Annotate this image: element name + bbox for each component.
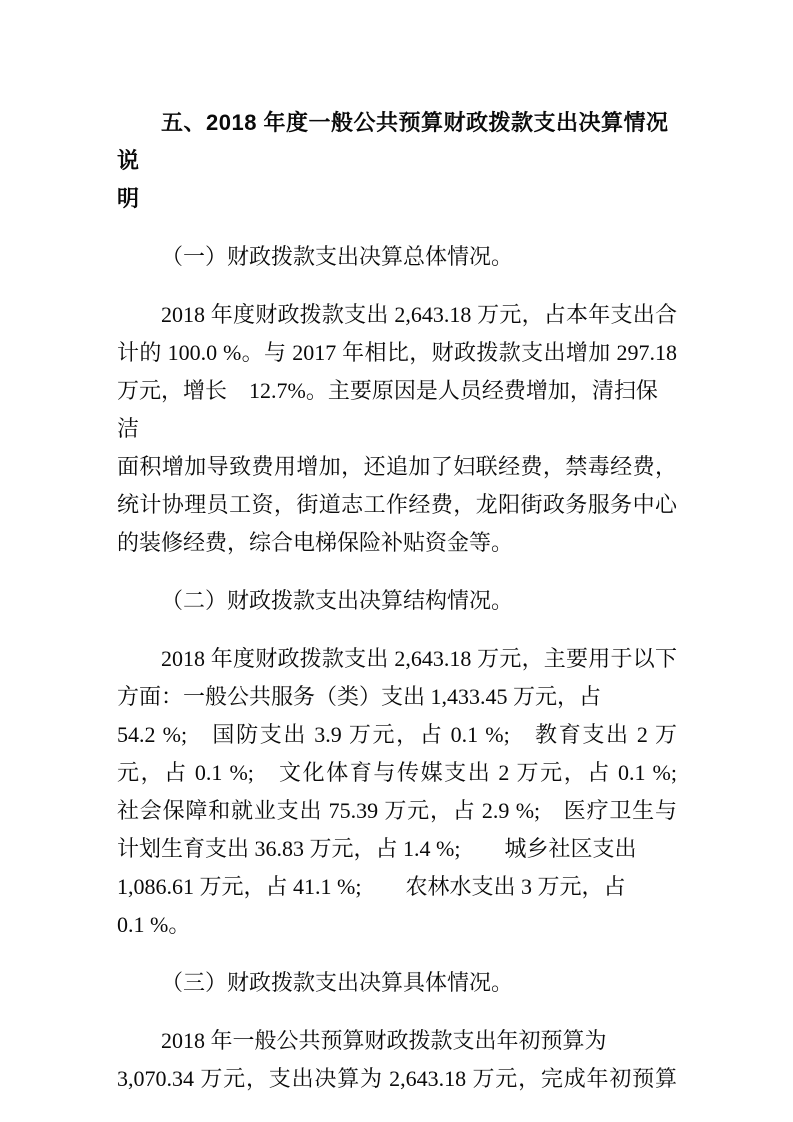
heading-text: （一）财政拨款支出决算总体情况。 <box>161 244 514 269</box>
section-3-heading <box>117 964 677 1002</box>
body-line: 统计协理员工资，街道志工作经费，龙阳街政务服务中心 <box>117 492 677 517</box>
section-3-paragraph <box>117 1022 677 1098</box>
title-line-2: 明 <box>117 186 140 211</box>
title-line-1: 五、2018 年度一般公共预算财政拨款支出决算情况说 <box>117 110 669 173</box>
body-line: 54.2 %; 国防支出 3.9 万元，占 0.1 %; 教育支出 2 万 <box>117 722 677 747</box>
body-line: 1,086.61 万元，占 41.1 %; 农林水支出 3 万元，占 <box>117 874 626 899</box>
body-line: 2018 年度财政拨款支出 2,643.18 万元，占本年支出合 <box>161 302 677 327</box>
body-line: 2018 年一般公共预算财政拨款支出年初预算为 <box>161 1028 607 1053</box>
section-2-heading <box>117 582 677 620</box>
body-line: 计划生育支出 36.83 万元，占 1.4 %; 城乡社区支出 <box>117 836 637 861</box>
heading-text: （二）财政拨款支出决算结构情况。 <box>161 588 514 613</box>
body-line: 2018 年度财政拨款支出 2,643.18 万元，主要用于以下 <box>161 646 677 671</box>
body-line: 元，占 0.1 %; 文化体育与传媒支出 2 万元，占 0.1 %; <box>117 760 677 785</box>
body-line: 社会保障和就业支出 75.39 万元，占 2.9 %; 医疗卫生与 <box>117 798 677 823</box>
body-line: 3,070.34 万元，支出决算为 2,643.18 万元，完成年初预算 <box>117 1066 677 1091</box>
document-title <box>117 104 677 218</box>
body-line: 面积增加导致费用增加，还追加了妇联经费，禁毒经费， <box>117 454 677 479</box>
body-line: 0.1 %。 <box>117 912 191 937</box>
section-1-heading <box>117 238 677 276</box>
section-1-paragraph <box>117 296 677 562</box>
body-line: 的装修经费，综合电梯保险补贴资金等。 <box>117 530 514 555</box>
body-line: 方面：一般公共服务（类）支出 1,433.45 万元，占 <box>117 684 602 709</box>
body-line: 万元，增长 12.7%。主要原因是人员经费增加，清扫保洁 <box>117 378 658 441</box>
body-line: 计的 100.0 %。与 2017 年相比，财政拨款支出增加 297.18 <box>117 340 677 365</box>
section-2-paragraph <box>117 640 677 944</box>
heading-text: （三）财政拨款支出决算具体情况。 <box>161 970 514 995</box>
